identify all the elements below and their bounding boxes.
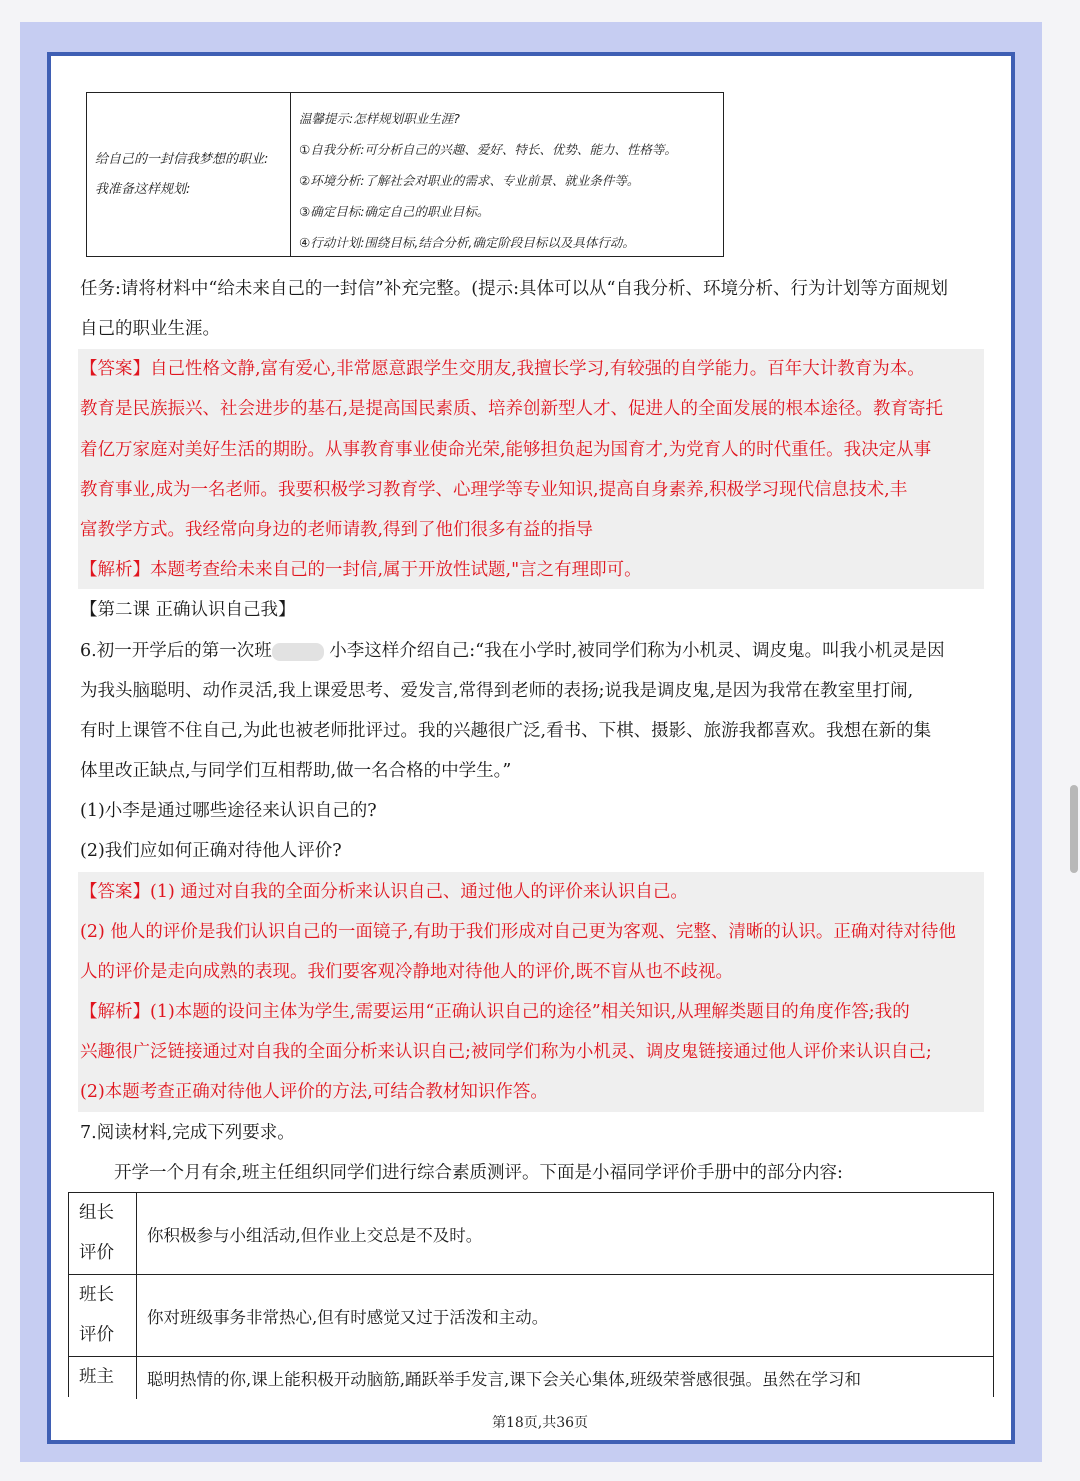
- analysis2-line: (2)本题考查正确对待他人评价的方法,可结合教材知识作答。: [80, 1082, 548, 1102]
- analysis2-line: [80, 992, 985, 1032]
- tip-right-line: ①自我分析:可分析自己的兴趣、爱好、特长、优势、能力、性格等。: [299, 142, 677, 157]
- q6-line: 有时上课管不住自己,为此也被老师批评过。我的兴趣很广泛,看书、下棋、摄影、旅游我都喜欢。我想在新的集: [80, 721, 932, 741]
- answer1-line: 富教学方式。我经常向身边的老师请教,得到了他们很多有益的指导: [80, 520, 594, 540]
- redacted-blur: [272, 643, 324, 661]
- task-line: 自己的职业生涯。: [80, 319, 220, 339]
- row-content: 你对班级事务非常热心,但有时感觉又过于活泼和主动。: [147, 1307, 549, 1327]
- row-header: [69, 1357, 137, 1399]
- row-header-line: 班主: [79, 1367, 114, 1387]
- q7-title: 7.阅读材料,完成下列要求。: [80, 1123, 295, 1143]
- tip-left-line: 给自己的一封信我梦想的职业:: [95, 151, 269, 167]
- analysis2-text: (1)本题的设问主体为学生,需要运用“正确认识自己的途径”相关知识,从理解类题目的角度作答;我的: [150, 1002, 910, 1022]
- answer1-line: [80, 349, 985, 389]
- row-content: 聪明热情的你,课上能积极开动脑筋,踊跃举手发言,课下会关心集体,班级荣誉感很强。虽然在学习和: [147, 1370, 861, 1389]
- analysis1-line: [80, 550, 985, 590]
- answer1-line: 教育是民族振兴、社会进步的基石,是提高国民素质、培养创新型人才、促进人的全面发展的根本途径。教育寄托: [80, 399, 944, 419]
- analysis2-line: 兴趣很广泛链接通过对自我的全面分析来认识自己;被同学们称为小机灵、调皮鬼链接通过他人评价来认识自己;: [80, 1042, 932, 1062]
- answer2-line: [80, 872, 985, 912]
- q6-line: 为我头脑聪明、动作灵活,我上课爱思考、爱发言,常得到老师的表扬;说我是调皮鬼,是因为我常在教室里打闹,: [80, 681, 914, 701]
- career-tip-table: [86, 92, 724, 257]
- tip-left-line: 我准备这样规划:: [95, 181, 191, 197]
- evaluation-table: [68, 1192, 994, 1397]
- q6-line: 体里改正缺点,与同学们互相帮助,做一名合格的中学生。”: [80, 761, 512, 781]
- answer2-line: (2) 他人的评价是我们认识自己的一面镜子,有助于我们形成对自己更为客观、完整、清晰的认识。正确对待对待他: [80, 922, 956, 942]
- row-header: [69, 1275, 137, 1356]
- q6-suffix: 小李这样介绍自己:“我在小学时,被同学们称为小机灵、调皮鬼。叫我小机灵是因: [329, 641, 945, 661]
- answer-tag: 【答案】: [80, 882, 150, 902]
- table-row: [69, 1193, 993, 1275]
- answer2-text: (1) 通过对自我的全面分析来认识自己、通过他人的评价来认识自己。: [150, 882, 688, 902]
- answer-tag: 【答案】: [80, 359, 150, 379]
- row-header-line: 班长: [79, 1285, 114, 1305]
- answer1-text: 自己性格文静,富有爱心,非常愿意跟学生交朋友,我擅长学习,有较强的自学能力。百年大计教育为本。: [150, 359, 925, 379]
- tip-table-right-cell: [291, 93, 723, 256]
- tip-right-line: ④行动计划:围绕目标,结合分析,确定阶段目标以及具体行动。: [299, 235, 635, 250]
- q7-intro: 开学一个月有余,班主任组织同学们进行综合素质测评。下面是小福同学评价手册中的部分内容:: [114, 1163, 843, 1183]
- answer1-line: 教育事业,成为一名老师。我要积极学习教育学、心理学等专业知识,提高自身素养,积极学习现代信息技术,丰: [80, 480, 908, 500]
- q6-prefix: 6.初一开学后的第一次班: [80, 641, 272, 661]
- row-header-line: 组长: [79, 1203, 114, 1223]
- table-row: [69, 1275, 993, 1357]
- answer1-line: 着亿万家庭对美好生活的期盼。从事教育事业使命光荣,能够担负起为国育才,为党育人的时代重任。我决定从事: [80, 440, 932, 460]
- analysis-tag: 【解析】: [80, 1002, 150, 1022]
- tip-right-line: 温馨提示:怎样规划职业生涯?: [299, 111, 460, 126]
- tip-table-left-cell: [87, 93, 291, 256]
- analysis-tag: 【解析】: [80, 560, 150, 580]
- tip-right-line: ②环境分析:了解社会对职业的需求、专业前景、就业条件等。: [299, 173, 640, 188]
- table-row: [69, 1357, 993, 1399]
- answer2-line: 人的评价是走向成熟的表现。我们要客观冷静地对待他人的评价,既不盲从也不歧视。: [80, 962, 734, 982]
- row-header-line: 评价: [79, 1325, 114, 1345]
- scrollbar-thumb[interactable]: [1070, 785, 1078, 873]
- tip-right-line: ③确定目标:确定自己的职业目标。: [299, 204, 490, 219]
- row-content: 你积极参与小组活动,但作业上交总是不及时。: [147, 1225, 483, 1245]
- row-header: [69, 1193, 137, 1274]
- row-header-line: 评价: [79, 1243, 114, 1263]
- q6-line: [80, 631, 985, 671]
- lesson-title: 【第二课 正确认识自己我】: [80, 600, 296, 620]
- q6-sub-question: (2)我们应如何正确对待他人评价?: [80, 841, 342, 861]
- q6-sub-question: (1)小李是通过哪些途径来认识自己的?: [80, 801, 377, 821]
- analysis1-text: 本题考查给未来自己的一封信,属于开放性试题,"言之有理即可。: [150, 560, 642, 580]
- task-line: 任务:请将材料中“给未来自己的一封信”补充完整。(提示:具体可以从“自我分析、环境分析、行为计划等方面规划: [80, 279, 948, 299]
- page-number-footer: 第18页,共36页: [491, 1415, 589, 1431]
